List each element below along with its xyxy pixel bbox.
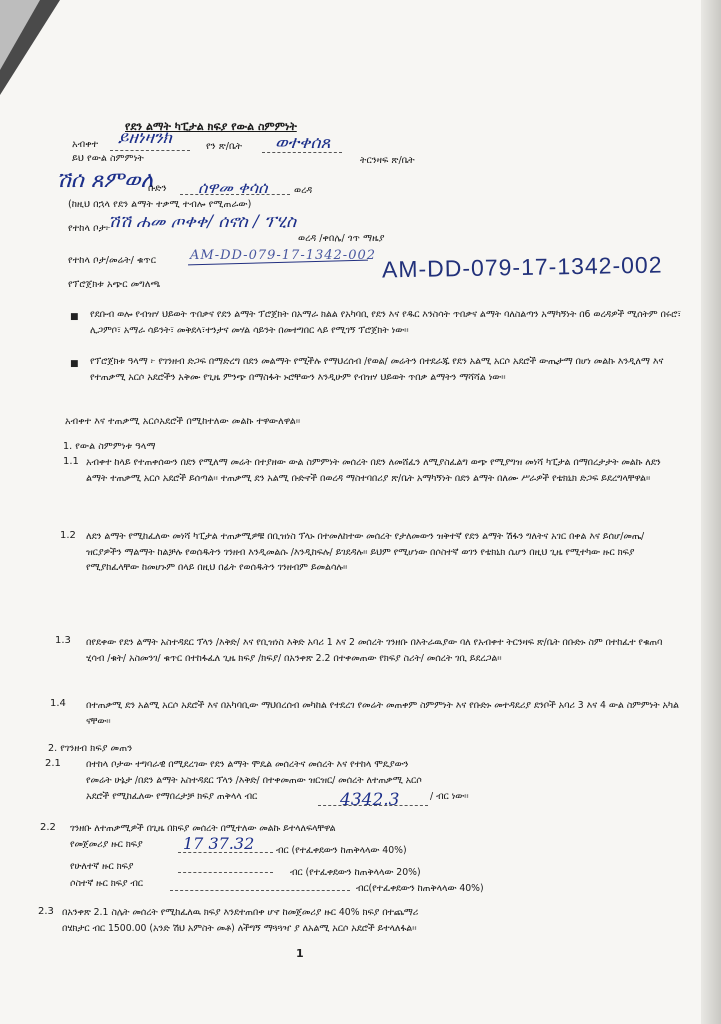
- handwritten-group: ሰዋመ ቀሳሰ: [198, 178, 268, 197]
- clause-1-2: ለደን ልማት የሚከፈለው መነሻ ካፒታል ተጠቃሚዎቹ በቢዝነስ ፕላኑ በተመለከተው መሰረት የታለመውን ዝቅተኛ የደን ልማት ሽፋን ግለትና አገር በቀል እና ይሰሆ/መጤ/ ዝርያዎችን ማልማት ከልቻሉ የወሰዱትን ገንዘብ እንዲመልሱ /እንዲከፍሉ/ ይገደዳሉ፡፡ ይህም የሚሆነው በሶስተኛ ወገን የቴክኒክ ሴሆን በዚህ ጊዜ የሚተካው ዙር ክፍያ የሚያከፈላቸው ከመሆኑም በላይ በዚህ በፊት የወሰዱትን ገንዘብም ይመልሳሉ፡፡: [86, 531, 645, 573]
- party-line-6a: የተከላ ቦታ/መሬት/ ቁጥር: [68, 255, 157, 266]
- party-line-1b: የን ጽ/ቤት: [206, 141, 243, 152]
- handwritten-plot-code: AM-DD-079-17-1342-002: [381, 251, 663, 283]
- clause-number: 1.1: [63, 456, 79, 467]
- clause-2-1-line-1: በተከላ ቦታው ተግባራዊ በሚደረገው የደን ልማት ሞዴል መሰረትና መሰረት እና የተከላ ሞዴያውን: [86, 759, 409, 770]
- clause-number: 2.1: [45, 758, 61, 769]
- party-line-3b: ወረዳ: [294, 185, 313, 196]
- party-line-5a: የተከላ ቦታ፦: [68, 223, 111, 234]
- bullet-2: የፕሮጀክቱ ዓላማ ፦ የገንዘብ ድጋፍ በማድረግ በደን መልማት የሚችሉ የማህረሰብ /የወል/ መሬትን በተደራጁ የደን አልሚ አርሶ አደሮች ውጤታማ በሆነ መልኩ እንዲለማ እና የተጠቃሚ አርሶ አደሮችን አቅሙ የጊዜ ምንጭ በማስፋት ኑሮቸውን እንዲሁም የብዝሃ ህይወት ጥበቃ ልማትን ማሻሻል ነው፡፡: [90, 356, 664, 383]
- bullet-marker: ■: [70, 312, 79, 322]
- clause-2-2-second-note: ብር (የተፈቀደውን ከጠቅላላው 20%): [290, 867, 421, 878]
- handwritten-name: ሽሰ ጸምወለ: [56, 168, 154, 193]
- clause-1-1: አብቀተ ከላይ የተጠቀሰውን በደን የሚለማ መሬት በተያዘው ውል ስምምነት መሰረት በደን ለመሸፈን ለሚያስፈልግ ወጭ የሚያግዝ መነሻ ካፒታል በማበረታታት መልኩ ለደን ልማት ተጠቃሚ አርሶ አደሮች ይሰጣል፡፡ ተጠቃሚ ደን አልሚ ቡድኖች በወረዳ ማስተባበሪያ ጽ/ቤት አማካኝነት በደን ልማት በለሙ ሥራዎች የቴክኒክ ድጋፍ ይደረግላቸዋል፡፡: [86, 457, 661, 484]
- blank-line: [170, 890, 350, 891]
- party-line-2b: ትርንዛፍ ጽ/ቤት: [360, 155, 415, 166]
- clause-1-4: በተጠቃሚ ደን አልሚ አርሶ አደሮች እና በአካባቢው ማህበረሰብ መካከል የተደረገ የመሬት መጠቀም ስምምነት እና የቡድኑ መተዳደሪያ ደንቦች አባሪ 3 እና 4 ውል ስምምነት አካል ናቸው፡፡: [86, 700, 679, 727]
- clause-2-3-line-1: በአንቀጽ 2.1 ስሌት መሰረት የሚከፈለዉ ክፍያ እንደተጠበቀ ሆኖ ከመጀመሪያ ዙር 40% ክፍያ በተጨማሪ: [62, 907, 419, 918]
- page-number: 1: [296, 947, 304, 960]
- clause-2-2-third-label: ሶስተኛ ዙር ክፍያ ብር: [70, 878, 143, 889]
- clause-1-3: በየደቀው የደን ልማት አስተዳደር ፕላን /እቅድ/ እና የቢዝነስ እቅድ አባሪ 1 እና 2 መሰረት ገንዘቡ በእትራዉያው ባለ የአብቀተ ትርንዛፍ ጽ/ቤት በቡድኑ ስም በተከፈተ የቁጠባ ሂሳብ /ቁት/ አስመንገ/ ቁጥር በተከፋፈለ ጊዜ ክፍያ /ክፍያ/ በአንቀጽ 2.2 በተቀመጠው የክፍያ ስሪት/ መሰረት ገቢ ይደረጋል፡፡: [86, 637, 663, 664]
- document-title: የደን ልማት ካፒታል ክፍያ የውል ስምምነት: [125, 120, 297, 133]
- blank-line: [178, 872, 273, 873]
- party-line-7: የፕሮጀክቱ አጭር መግለጫ: [68, 279, 161, 290]
- blank-line: [110, 150, 190, 151]
- party-line-4: (ከዚህ በኋላ የደን ልማት ተቃሚ ተብሎ የሚጠራው): [68, 199, 252, 210]
- bullet-marker: ■: [70, 359, 79, 369]
- clause-number: 1.2: [60, 530, 76, 541]
- clause-number: 1.3: [55, 635, 71, 646]
- clause-number: 2.2: [40, 822, 56, 833]
- handwritten-amount: 4342.3: [340, 790, 400, 810]
- party-line-5b: ወረዳ /ቀበሌ/ ጎጥ ማዜያ: [298, 233, 385, 244]
- intro-line: አብቀተ እና ተጠቃሚ አርሶአደሮች በሚከተለው መልኩ ተዋውለዋል፡፡: [65, 416, 301, 427]
- clause-2-1-line-3-end: / ብር ነው፡፡: [430, 791, 469, 802]
- section-1-title: 1. የውል ስምምነቱ ዓላማ: [63, 441, 156, 452]
- struck-text: AM-DD-079-17-1342-002: [190, 248, 377, 263]
- clause-2-2-third-note: ብር(የተፈቀደውን ከጠቅላላው 40%): [356, 883, 484, 894]
- section-2-title: 2. የገንዘብ ክፍያ መጠን: [48, 743, 133, 754]
- clause-2-2-first-label: የመጀመሪያ ዙር ክፍያ: [70, 839, 143, 850]
- clause-2-2-first-note: ብር (የተፈቀደውን ከጠቅላላው 40%): [276, 845, 407, 856]
- bullet-1: የደቡብ ወሎ የብዝሃ ህይወት ጥበቃና የደን ልማት ፕሮጀክት በአማራ ክልል የአካባቢ የደን እና የዱር እንስሳት ጥበቃና ልማት ባለስልጣን አማካኝነት በ6 ወረዳዎች ሚሰትም በሩሮ፣ ሊጋምቦ፣ አማራ ሳይንት፣ መቅደላ፣ተንታና መሃል ሳይንት በመተግበር ላይ የሚገኝ ፕሮጀክት ነው፡፡: [90, 309, 682, 336]
- clause-2-1-line-2: የመሬት ሁኔታ /በደን ልማት አስተዳደር ፕላን /እቅድ/ በተቀመጠው ዝርዝር/ መሰረት ለተጠቃሚ አርሶ: [86, 775, 422, 786]
- handwritten-office: ይዘነዛንክ: [118, 128, 172, 148]
- party-line-1a: አብቀተ: [72, 139, 99, 150]
- clause-2-2-second-label: የሁለተኛ ዙር ክፍያ: [70, 861, 134, 872]
- handwritten-site: ሽሽ ሐመ ጦቀቀ/ ሰኖስ / ፕሂስ: [108, 212, 297, 232]
- clause-2-3-line-2: በሄክታር ብር 1500.00 (አንድ ሽህ አምስት መቶ) ለችግኝ ማጓጓዣ ያ ለአልሚ አርሶ አደሮች ይተላለፋል፡፡: [62, 923, 417, 934]
- folded-corner: [0, 0, 40, 70]
- clause-number: 1.4: [50, 698, 66, 709]
- clause-2-1-line-3: አደሮች የሚከፈለው የማበረታቻ ክፍያ ጠቅላላ ብር: [86, 791, 258, 802]
- page-edge: [701, 0, 721, 1024]
- handwritten-woreda: ወተቀሰጸ: [275, 133, 331, 153]
- handwritten-first-payment: 17 37.32: [183, 834, 255, 853]
- clause-2-2-line-1: ገንዘቡ ለተጠቃሚዎች በጊዜ በክፍያ መሰረት በሚተለው መልኩ ይተላለፍላቸዋል: [70, 823, 336, 834]
- clause-number: 2.3: [38, 906, 54, 917]
- party-line-2a: ይህ የውል ስምምነት: [72, 153, 144, 164]
- party-line-3a: ቡድን: [148, 183, 167, 194]
